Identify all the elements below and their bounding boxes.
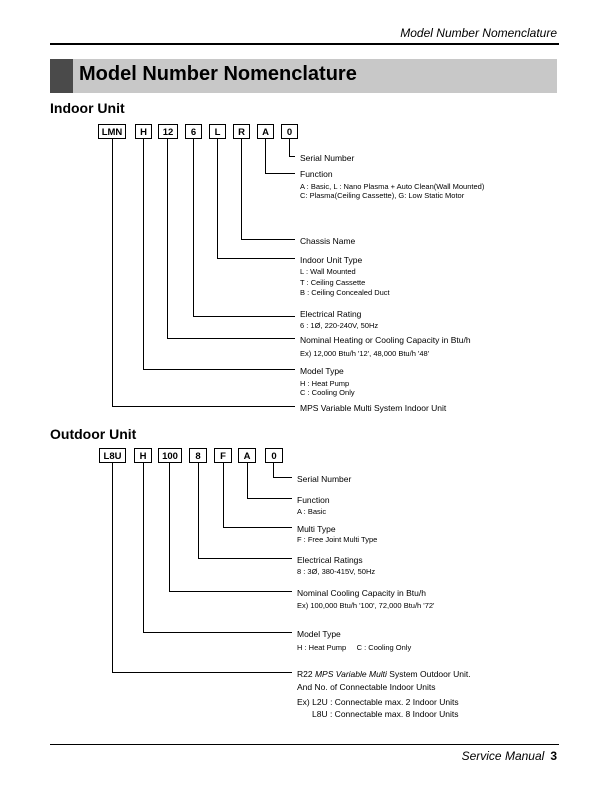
indoor-capacity-desc: Ex) 12,000 Btu/h '12', 48,000 Btu/h '48' <box>300 349 430 358</box>
indoor-type-desc-2: T : Ceiling Cassette <box>300 278 366 287</box>
connector-line <box>143 632 292 633</box>
outdoor-connectable-example-1: Ex) L2U : Connectable max. 2 Indoor Units <box>297 697 459 707</box>
indoor-model-type-label: Model Type <box>300 366 344 376</box>
connector-line <box>223 527 292 528</box>
indoor-serial-label: Serial Number <box>300 153 355 163</box>
connector-line <box>169 463 170 591</box>
outdoor-model-type-label: Model Type <box>297 629 341 639</box>
title-banner <box>50 59 557 93</box>
outdoor-system-label <box>297 669 471 679</box>
outdoor-capacity-desc: Ex) 100,000 Btu/h '100', 72,000 Btu/h '72' <box>297 601 435 610</box>
indoor-code-chassis: R <box>233 124 250 139</box>
indoor-electrical-label: Electrical Rating <box>300 309 362 319</box>
connector-line <box>167 338 295 339</box>
indoor-capacity-label: Nominal Heating or Cooling Capacity in Btu/h <box>300 335 471 345</box>
connector-line <box>198 558 292 559</box>
outdoor-model-type-desc: H : Heat Pump C : Cooling Only <box>297 643 412 652</box>
outdoor-code-capacity: 100 <box>158 448 182 463</box>
connector-line <box>217 258 295 259</box>
connector-line <box>112 139 113 406</box>
outdoor-multi-type-label: Multi Type <box>297 524 336 534</box>
outdoor-code-function: A <box>238 448 256 463</box>
connector-line <box>143 463 144 632</box>
connector-line <box>241 239 295 240</box>
outdoor-capacity-label: Nominal Cooling Capacity in Btu/h <box>297 588 426 598</box>
connector-line <box>265 139 266 173</box>
connector-line <box>241 139 242 239</box>
connector-line <box>167 139 168 338</box>
outdoor-code-series: L8U <box>99 448 126 463</box>
outdoor-electrical-desc: 8 : 3Ø, 380-415V, 50Hz <box>297 567 376 576</box>
outdoor-serial-label: Serial Number <box>297 474 352 484</box>
indoor-code-capacity: 12 <box>158 124 178 139</box>
outdoor-function-label: Function <box>297 495 330 505</box>
outdoor-code-model-type: H <box>134 448 152 463</box>
indoor-model-type-desc-2: C : Cooling Only <box>300 388 355 397</box>
outdoor-function-desc: A : Basic <box>297 507 327 516</box>
outdoor-multi-type-desc: F : Free Joint Multi Type <box>297 535 378 544</box>
outdoor-code-multi-type: F <box>214 448 232 463</box>
indoor-code-model-type: H <box>135 124 152 139</box>
connector-line <box>169 591 292 592</box>
running-header: Model Number Nomenclature <box>400 26 557 40</box>
outdoor-section-title: Outdoor Unit <box>50 426 137 442</box>
indoor-electrical-desc: 6 : 1Ø, 220-240V, 50Hz <box>300 321 379 330</box>
connector-line <box>112 406 295 407</box>
outdoor-code-electrical: 8 <box>189 448 207 463</box>
outdoor-connectable-example-2: L8U : Connectable max. 8 Indoor Units <box>312 709 459 719</box>
indoor-type-label: Indoor Unit Type <box>300 255 363 265</box>
page-title: Model Number Nomenclature <box>79 63 357 85</box>
connector-line <box>198 463 199 558</box>
connector-line <box>247 498 292 499</box>
connector-line <box>289 139 290 156</box>
outdoor-connectable-label: And No. of Connectable Indoor Units <box>297 682 436 692</box>
outdoor-system-prefix: R22 <box>297 669 315 679</box>
connector-line <box>273 477 292 478</box>
connector-line <box>193 139 194 316</box>
connector-line <box>289 156 295 157</box>
connector-line <box>193 316 295 317</box>
header-rule <box>50 43 559 45</box>
outdoor-electrical-label: Electrical Ratings <box>297 555 363 565</box>
outdoor-system-suffix: System Outdoor Unit. <box>386 669 471 679</box>
connector-line <box>265 173 295 174</box>
indoor-function-label: Function <box>300 169 333 179</box>
connector-line <box>247 463 248 498</box>
connector-line <box>273 463 274 477</box>
footer-rule <box>50 744 559 745</box>
outdoor-code-serial: 0 <box>265 448 283 463</box>
connector-line <box>143 369 295 370</box>
connector-line <box>112 463 113 672</box>
banner-marker <box>50 59 73 93</box>
indoor-type-desc-1: L : Wall Mounted <box>300 267 356 276</box>
indoor-section-title: Indoor Unit <box>50 100 125 116</box>
indoor-system-label: MPS Variable Multi System Indoor Unit <box>300 403 447 413</box>
connector-line <box>223 463 224 527</box>
indoor-code-function: A <box>257 124 274 139</box>
indoor-function-desc-1: A : Basic, L : Nano Plasma + Auto Clean(Wall Mounted) <box>300 182 485 191</box>
connector-line <box>143 139 144 369</box>
indoor-code-series: LMN <box>98 124 126 139</box>
connector-line <box>217 139 218 258</box>
footer-manual-title: Service Manual <box>461 749 545 763</box>
indoor-code-unit-type: L <box>209 124 226 139</box>
indoor-code-serial: 0 <box>281 124 298 139</box>
indoor-chassis-label: Chassis Name <box>300 236 356 246</box>
page-number: 3 <box>550 749 557 763</box>
indoor-function-desc-2: C: Plasma(Ceiling Cassette), G: Low Static Motor <box>300 191 465 200</box>
indoor-type-desc-3: B : Ceiling Concealed Duct <box>300 288 390 297</box>
indoor-code-electrical: 6 <box>185 124 202 139</box>
page-footer <box>462 749 557 763</box>
connector-line <box>112 672 292 673</box>
indoor-model-type-desc-1: H : Heat Pump <box>300 379 350 388</box>
outdoor-system-italic: MPS Variable Multi <box>314 669 387 679</box>
